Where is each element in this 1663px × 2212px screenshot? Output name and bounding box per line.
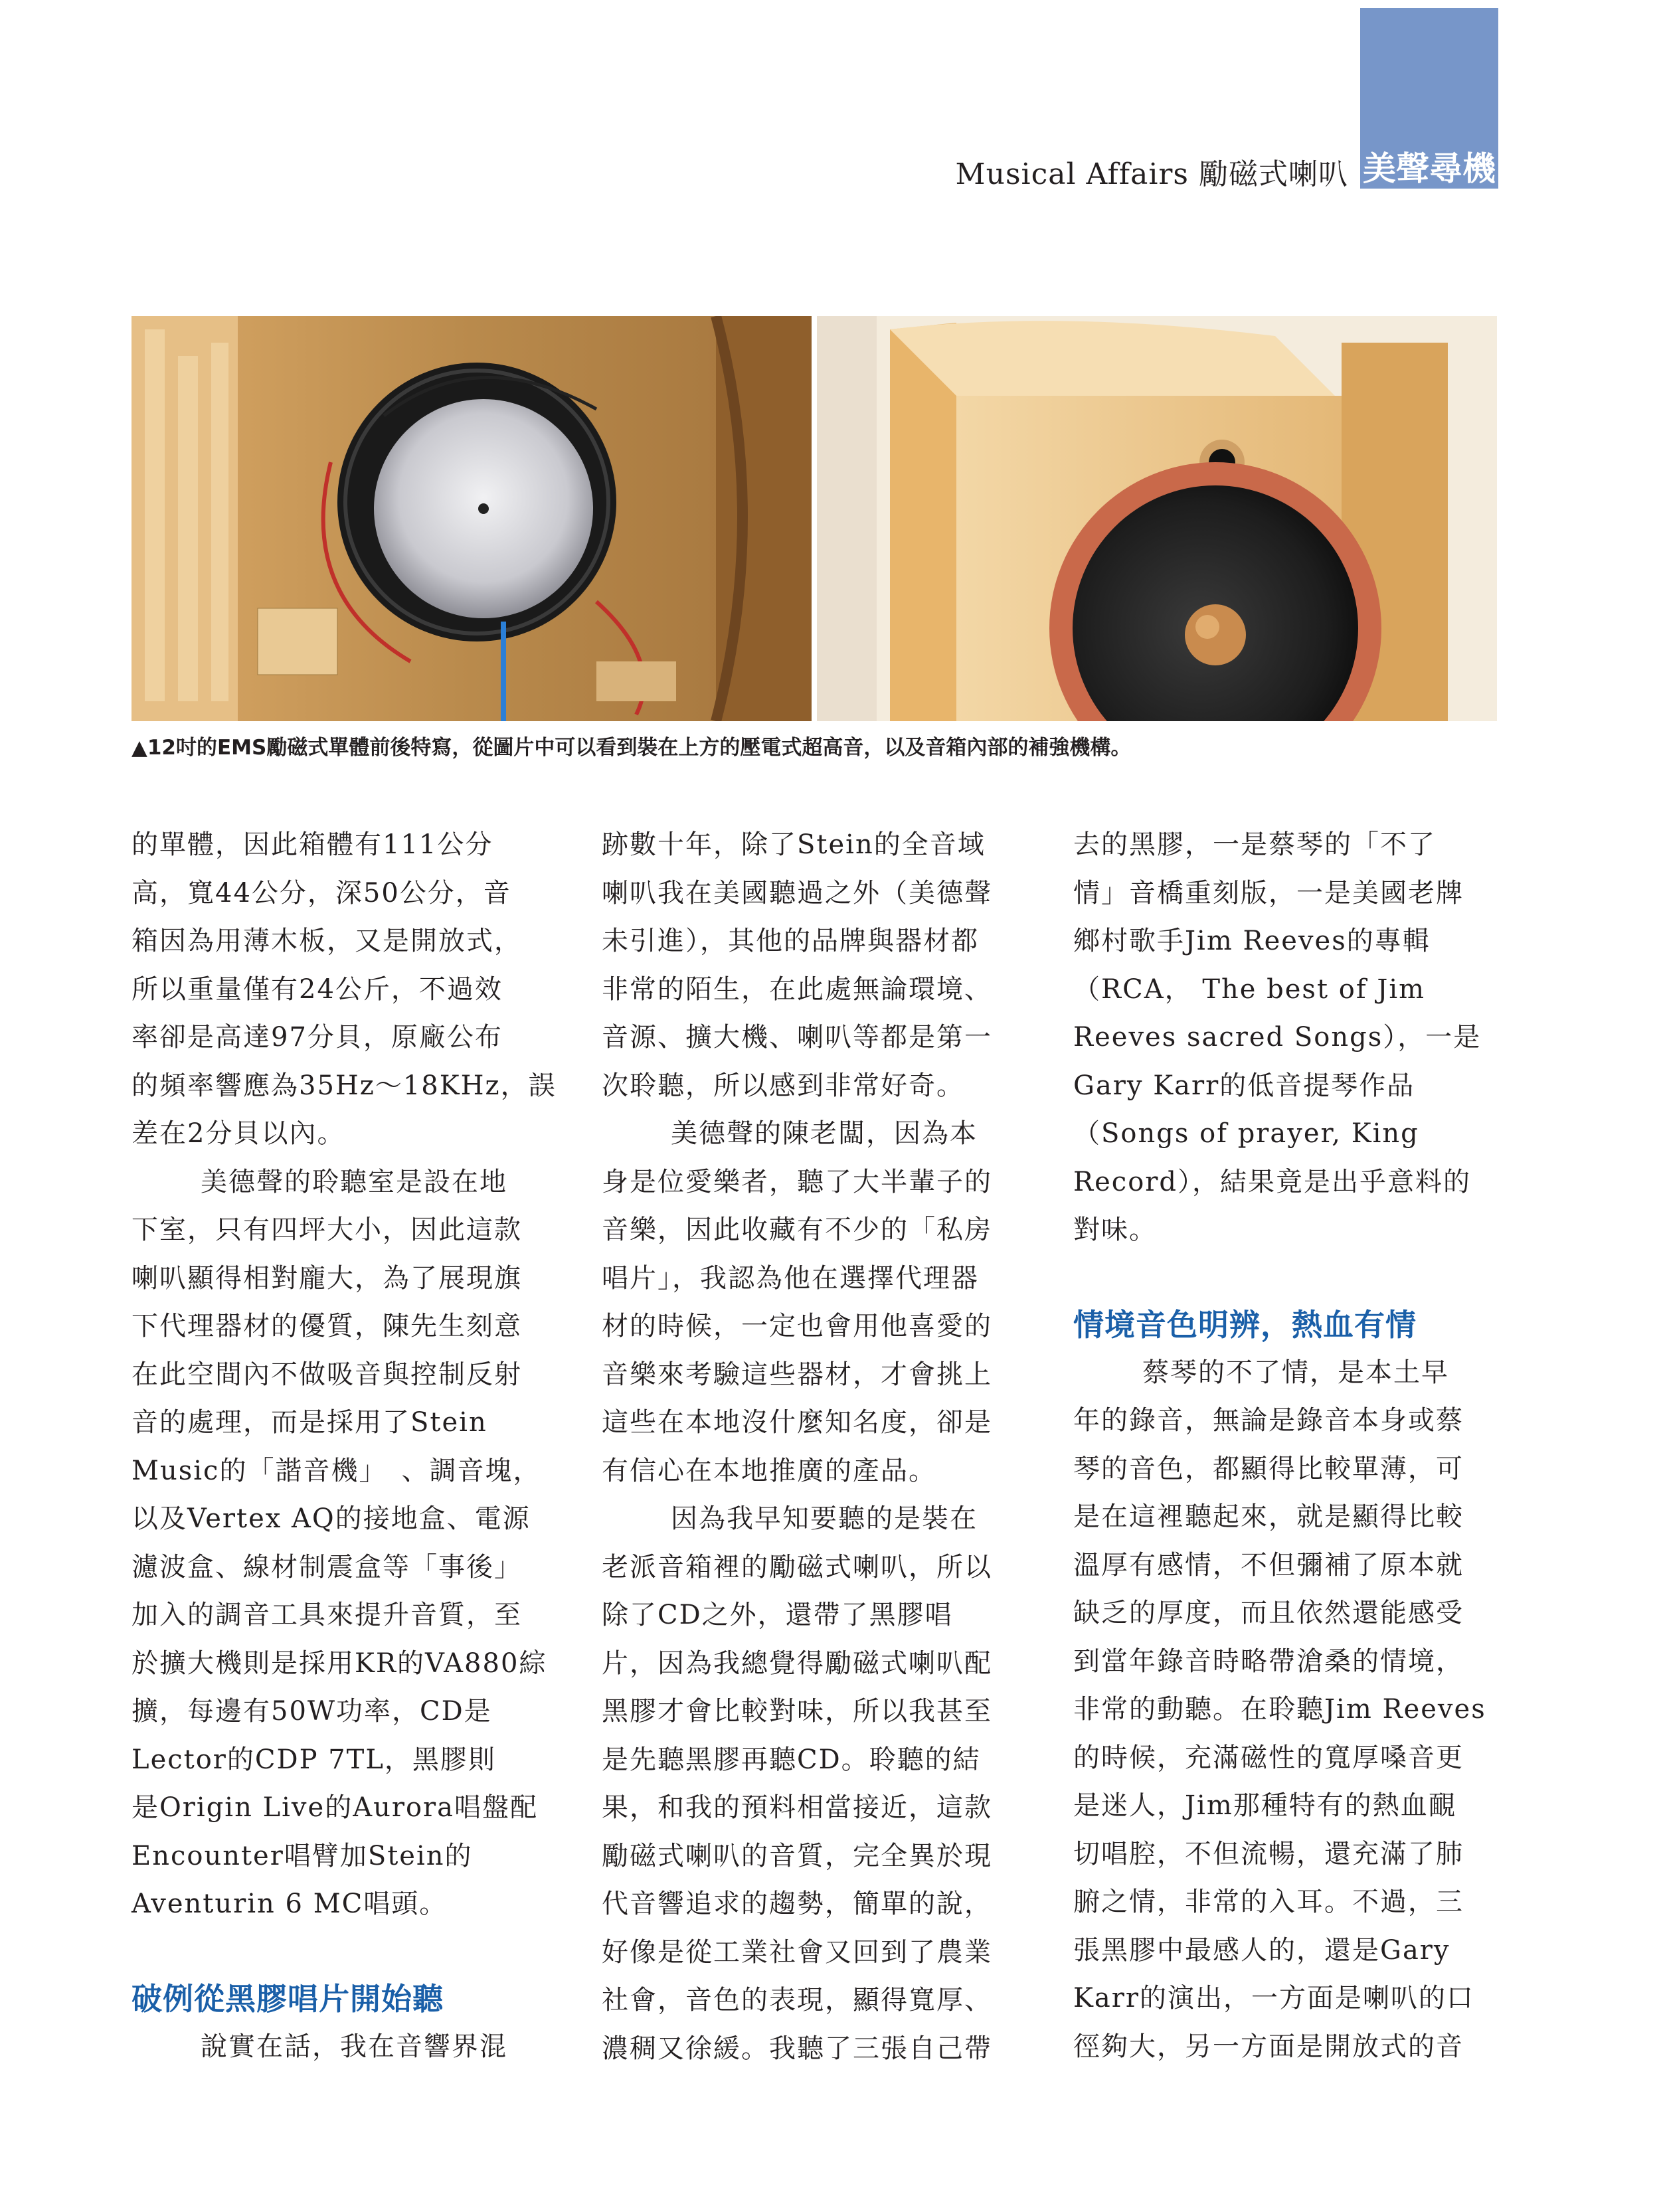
text-line: 對味。	[1073, 1215, 1157, 1245]
text-line: 是在這裡聽起來，就是顯得比較	[1073, 1501, 1464, 1532]
text-line: 溫厚有感情，不但彌補了原本就	[1073, 1549, 1464, 1580]
text-line: 未引進），其他的品牌與器材都	[602, 926, 979, 956]
speaker-front-photo	[817, 316, 1497, 721]
text-line: Karr的演出，一方面是喇叭的口	[1073, 1983, 1474, 2013]
text-line: 身是位愛樂者，聽了大半輩子的	[602, 1166, 992, 1197]
article-column-1	[131, 821, 570, 2071]
article-column-3	[1073, 821, 1512, 2071]
text-line: Encounter唱臂加Stein的	[131, 1840, 473, 1871]
col1-paragraph-3	[131, 2023, 570, 2071]
text-line: 濃稠又徐緩。我聽了三張自己帶	[602, 2033, 992, 2064]
text-line: 非常的動聽。在聆聽Jim Reeves	[1073, 1694, 1486, 1725]
col2-paragraph-3	[602, 1495, 1040, 2073]
text-line: Gary Karr的低音提琴作品	[1073, 1070, 1415, 1101]
text-line: 這些在本地沒什麼知名度，卻是	[602, 1407, 992, 1438]
col1-paragraph-1	[131, 821, 570, 1158]
text-line: 喇叭我在美國聽過之外（美德聲	[602, 877, 992, 908]
header-title: Musical Affairs 勵磁式喇叭	[955, 157, 1348, 191]
text-line: 果，和我的預料相當接近，這款	[602, 1792, 992, 1823]
section-label: 美聲尋機	[1363, 149, 1496, 188]
text-line: 情」音橋重刻版，一是美國老牌	[1073, 877, 1464, 908]
text-line: 到當年錄音時略帶滄桑的情境，	[1073, 1646, 1464, 1677]
col2-paragraph-1	[602, 821, 1040, 1110]
text-line: 張黑膠中最感人的，還是Gary	[1073, 1934, 1450, 1966]
text-line: 箱因為用薄木板，又是開放式，	[131, 926, 522, 956]
text-line: Lector的CDP 7TL，黑膠則	[131, 1744, 496, 1775]
text-line: 琴的音色，都顯得比較單薄，可	[1073, 1453, 1464, 1484]
text-line: 的頻率響應為35Hz～18KHz，誤	[131, 1070, 557, 1101]
text-line: 腑之情，非常的入耳。不過，三	[1073, 1887, 1464, 1917]
text-line: 以及Vertex AQ的接地盒、電源	[131, 1503, 531, 1534]
col1-paragraph-2	[131, 1158, 570, 1928]
text-line: 次聆聽，所以感到非常好奇。	[602, 1070, 964, 1101]
text-line: 擴，每邊有50W功率，CD是	[131, 1696, 492, 1727]
subheading: 破例從黑膠唱片開始聽	[131, 1980, 444, 2017]
photo-caption: ▲12吋的EMS勵磁式單體前後特寫，從圖片中可以看到裝在上方的壓電式超高音，以及音箱內部的補強機構。	[131, 736, 1132, 760]
text-line: 蔡琴的不了情，是本土早	[1142, 1357, 1449, 1388]
spacer	[1073, 1254, 1512, 1301]
text-line: 好像是從工業社會又回到了農業	[602, 1936, 992, 1968]
text-line: 的時候，充滿磁性的寬厚嗓音更	[1073, 1742, 1464, 1773]
spacer	[131, 1928, 570, 1975]
subheading: 情境音色明辨，熱血有情	[1073, 1306, 1417, 1343]
text-line: 因為我早知要聽的是裝在	[671, 1503, 978, 1534]
col2-paragraph-2	[602, 1110, 1040, 1495]
text-line: 是迷人，Jim那種特有的熱血靦	[1073, 1790, 1456, 1821]
speaker-front-illustration	[817, 316, 1497, 721]
text-line: 年的錄音，無論是錄音本身或蔡	[1073, 1405, 1464, 1436]
text-line: 勵磁式喇叭的音質，完全異於現	[602, 1840, 992, 1871]
text-line: 高，寬44公分，深50公分，音	[131, 877, 511, 908]
text-line: 是先聽黑膠再聽CD。聆聽的結	[602, 1744, 981, 1775]
text-line: （Songs of prayer, King	[1073, 1118, 1419, 1149]
text-line: 非常的陌生，在此處無論環境、	[602, 974, 992, 1005]
text-line: 鄉村歌手Jim Reeves的專輯	[1073, 926, 1431, 956]
text-line: 切唱腔，不但流暢，還充滿了肺	[1073, 1838, 1464, 1869]
text-line: 在此空間內不做吸音與控制反射	[131, 1359, 522, 1390]
text-line: 美德聲的聆聽室是設在地	[201, 1166, 507, 1197]
article-column-2	[602, 821, 1040, 2073]
text-line: 代音響追求的趨勢，簡單的說，	[602, 1889, 992, 1919]
text-line: 下室，只有四坪大小，因此這款	[131, 1215, 522, 1245]
text-line: 跡數十年，除了Stein的全音域	[602, 829, 986, 860]
text-line: Record），結果竟是出乎意料的	[1073, 1166, 1471, 1197]
text-line: Aventurin 6 MC唱頭。	[131, 1889, 448, 1919]
text-line: 音樂，因此收藏有不少的「私房	[602, 1215, 992, 1245]
text-line: 去的黑膠，一是蔡琴的「不了	[1073, 829, 1436, 860]
text-line: 老派音箱裡的勵磁式喇叭，所以	[602, 1551, 992, 1582]
col3-paragraph-1	[1073, 821, 1512, 1254]
text-line: 喇叭顯得相對龐大，為了展現旗	[131, 1262, 522, 1294]
text-line: 差在2分貝以內。	[131, 1118, 345, 1149]
driver-rear-illustration	[131, 316, 812, 721]
text-line: 所以重量僅有24公斤，不過效	[131, 974, 503, 1005]
text-line: 缺乏的厚度，而且依然還能感受	[1073, 1598, 1464, 1628]
text-line: 說實在話，我在音響界混	[201, 2031, 507, 2062]
text-line: 社會，音色的表現，顯得寬厚、	[602, 1985, 992, 2015]
text-line: 加入的調音工具來提升音質，至	[131, 1600, 522, 1630]
col3-paragraph-2	[1073, 1349, 1512, 2071]
text-line: 於擴大機則是採用KR的VA880綜	[131, 1648, 547, 1679]
text-line: 濾波盒、線材制震盒等「事後」	[131, 1551, 522, 1582]
text-line: 黑膠才會比較對味，所以我甚至	[602, 1696, 992, 1727]
text-line: （RCA， The best of Jim	[1073, 974, 1426, 1005]
text-line: 有信心在本地推廣的產品。	[602, 1455, 936, 1486]
text-line: 材的時候，一定也會用他喜愛的	[602, 1311, 992, 1341]
text-line: 下代理器材的優質，陳先生刻意	[131, 1311, 522, 1341]
driver-rear-photo	[131, 316, 812, 721]
text-line: 是Origin Live的Aurora唱盤配	[131, 1792, 539, 1823]
text-line: 的單體，因此箱體有111公分	[131, 829, 493, 860]
text-line: 唱片」，我認為他在選擇代理器	[602, 1262, 979, 1294]
text-line: Reeves sacred Songs），一是	[1073, 1022, 1482, 1053]
text-line: 率卻是高達97分貝，原廠公布	[131, 1022, 503, 1053]
text-line: 徑夠大，另一方面是開放式的音	[1073, 2031, 1464, 2062]
text-line: 片，因為我總覺得勵磁式喇叭配	[602, 1648, 992, 1679]
text-line: 音源、擴大機、喇叭等都是第一	[602, 1022, 992, 1053]
text-line: 音樂來考驗這些器材，才會挑上	[602, 1359, 992, 1390]
text-line: 除了CD之外，還帶了黑膠唱	[602, 1600, 953, 1630]
text-line: 美德聲的陳老闆，因為本	[671, 1118, 978, 1149]
text-line: Music的「諧音機」 、調音塊，	[131, 1455, 541, 1486]
text-line: 音的處理，而是採用了Stein	[131, 1407, 487, 1438]
